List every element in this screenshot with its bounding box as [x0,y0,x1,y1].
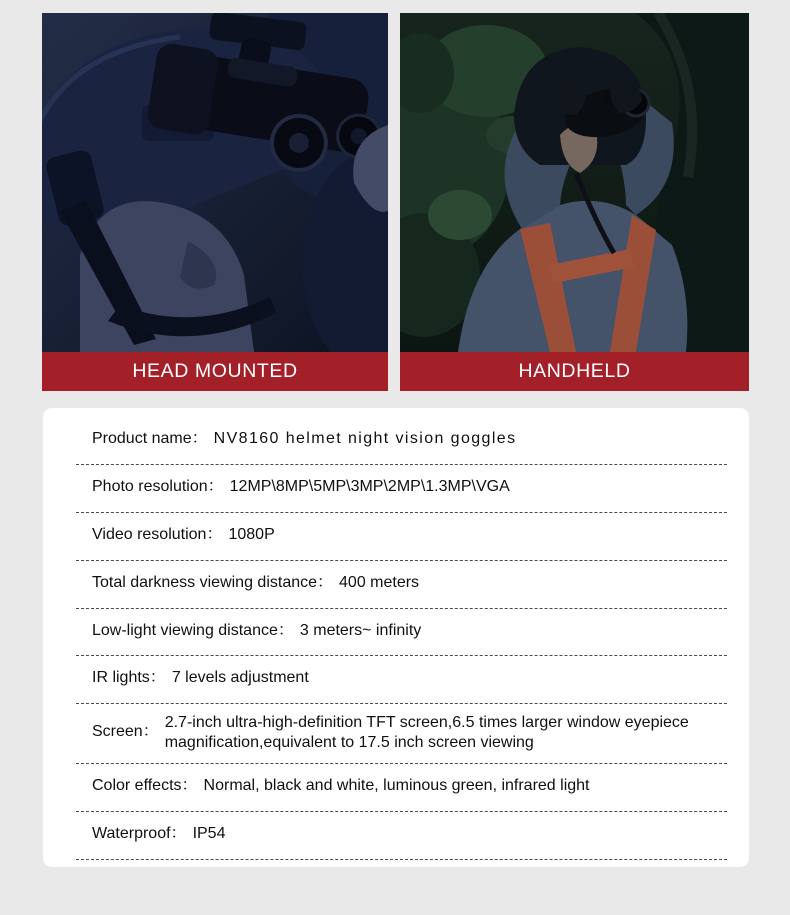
spec-value: 1080P [228,525,275,543]
gallery-item-handheld [400,13,749,391]
spec-label: IR lights： [92,669,166,687]
spec-row-low-light-distance [76,609,727,657]
spec-row-total-darkness-distance [76,561,727,609]
spec-value: IP54 [192,825,226,843]
spec-label: Screen： [92,723,159,741]
spec-label: Photo resolution： [92,477,224,495]
head-mounted-banner-label: HEAD MOUNTED [132,360,298,382]
spec-row-photo-resolution [76,465,727,513]
head-mounted-photo-illustration [42,13,388,352]
spec-value: 400 meters [339,573,420,591]
spec-label: Low-light viewing distance： [92,621,294,639]
spec-label: Waterproof： [92,825,187,843]
spec-value: 12MP\8MP\5MP\3MP\2MP\1.3MP\VGA [229,477,510,495]
spec-value: 3 meters~ infinity [299,621,422,639]
handheld-banner [400,352,749,391]
handheld-photo [400,13,749,352]
spec-value: 7 levels adjustment [171,669,309,687]
head-mounted-banner [42,352,388,391]
spec-label: Color effects： [92,777,198,795]
gallery-item-head-mounted [42,13,388,391]
spec-value: Normal, black and white, luminous green, infrared light [203,777,590,795]
handheld-photo-illustration [400,13,749,352]
spec-table [43,408,749,867]
spec-row-video-resolution [76,513,727,561]
spec-row-color-effects [76,764,727,812]
spec-row-ir-lights [76,656,727,704]
spec-label: Product name： [92,430,208,447]
spec-row-product-name [76,417,727,465]
spec-row-screen [76,704,727,764]
spec-label: Total darkness viewing distance： [92,573,334,591]
spec-value: 2.7-inch ultra-high-definition TFT screen,6.5 times larger window eyepiece magnification,equivalent to 17.5 inch screen viewing [164,714,689,751]
product-gallery [42,13,749,391]
spec-row-waterproof [76,812,727,860]
spec-value: NV8160 helmet night vision goggles [213,430,517,447]
handheld-banner-label: HANDHELD [518,360,631,382]
spec-label: Video resolution： [92,525,223,543]
head-mounted-photo [42,13,388,352]
